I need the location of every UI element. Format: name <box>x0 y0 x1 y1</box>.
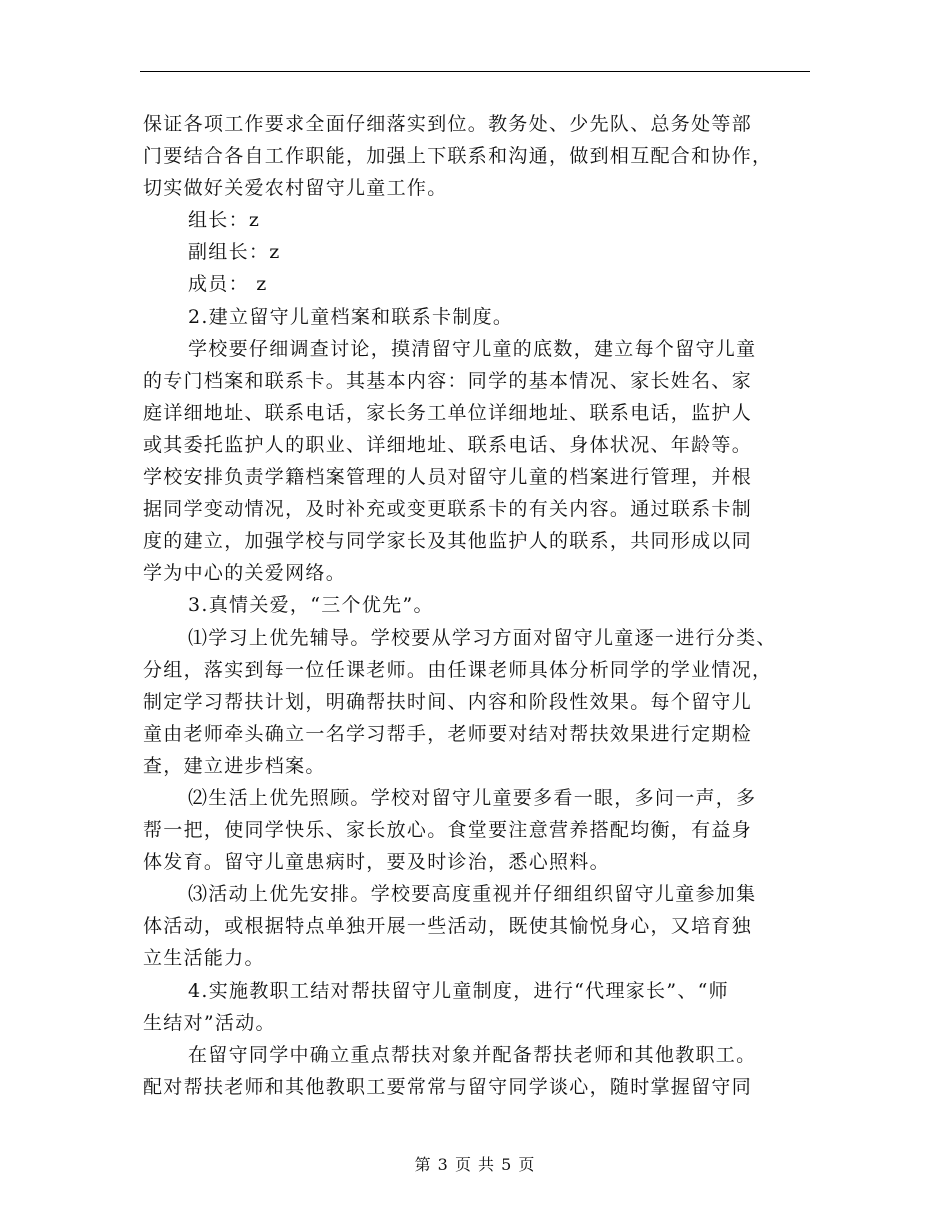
text-line: ⑶活动上优先安排。学校要高度重视并仔细组织留守儿童参加集 <box>188 883 757 906</box>
text-line: 体发育。留守儿童患病时，要及时诊治，悉心照料。 <box>143 851 610 874</box>
text-line: 体活动，或根据特点单独开展一些活动，既使其愉悦身心，又培育独 <box>143 915 753 938</box>
text-line: 门要结合各自工作职能，加强上下联系和沟通，做到相互配合和协作， <box>143 145 773 168</box>
text-line: 4.实施教职工结对帮扶留守儿童制度，进行“代理家长”、“师 <box>188 979 729 1002</box>
text-line: 学校要仔细调查讨论，摸清留守儿童的底数，建立每个留守儿童 <box>188 337 757 360</box>
text-line: 成员： z <box>188 273 268 296</box>
text-line: 保证各项工作要求全面仔细落实到位。教务处、少先队、总务处等部 <box>143 113 753 135</box>
text-line: 立生活能力。 <box>143 947 265 970</box>
text-line: 分组，落实到每一位任课老师。由任课老师具体分析同学的学业情况， <box>143 658 773 681</box>
text-line: 学校安排负责学籍档案管理的人员对留守儿童的档案进行管理，并根 <box>143 466 753 489</box>
text-line: 副组长：z <box>188 241 281 264</box>
text-line: 2.建立留守儿童档案和联系卡制度。 <box>188 305 514 328</box>
text-line: 配对帮扶老师和其他教职工要常常与留守同学谈心，随时掌握留守同 <box>143 1075 753 1098</box>
text-line: 生结对”活动。 <box>143 1011 276 1034</box>
text-line: ⑵生活上优先照顾。学校对留守儿童要多看一眼，多问一声，多 <box>188 786 757 809</box>
page-footer: 第 3 页 共 5 页 <box>414 1155 536 1174</box>
text-line: 制定学习帮扶计划，明确帮扶时间、内容和阶段性效果。每个留守儿 <box>143 690 753 713</box>
text-line: 查，建立进步档案。 <box>143 754 326 777</box>
header-rule <box>140 71 810 72</box>
text-line: 3.真情关爱，“三个优先”。 <box>188 594 434 617</box>
text-line: 或其委托监护人的职业、详细地址、联系电话、身体状况、年龄等。 <box>143 433 753 456</box>
document-body <box>143 108 833 1103</box>
text-line: 的专门档案和联系卡。其基本内容：同学的基本情况、家长姓名、家 <box>143 369 753 392</box>
text-line: 切实做好关爱农村留守儿童工作。 <box>143 177 448 200</box>
text-line: 在留守同学中确立重点帮扶对象并配备帮扶老师和其他教职工。 <box>188 1043 757 1066</box>
text-line: 组长：z <box>188 209 261 232</box>
text-line: 度的建立，加强学校与同学家长及其他监护人的联系，共同形成以同 <box>143 530 753 553</box>
text-line: 庭详细地址、联系电话，家长务工单位详细地址、联系电话，监护人 <box>143 401 753 424</box>
text-line: ⑴学习上优先辅导。学校要从学习方面对留守儿童逐一进行分类、 <box>188 626 777 649</box>
text-line: 帮一把，使同学快乐、家长放心。食堂要注意营养搭配均衡，有益身 <box>143 819 753 842</box>
text-line: 据同学变动情况，及时补充或变更联系卡的有关内容。通过联系卡制 <box>143 498 753 521</box>
text-line: 童由老师牵头确立一名学习帮手，老师要对结对帮扶效果进行定期检 <box>143 722 753 745</box>
text-line: 学为中心的关爱网络。 <box>143 562 347 585</box>
